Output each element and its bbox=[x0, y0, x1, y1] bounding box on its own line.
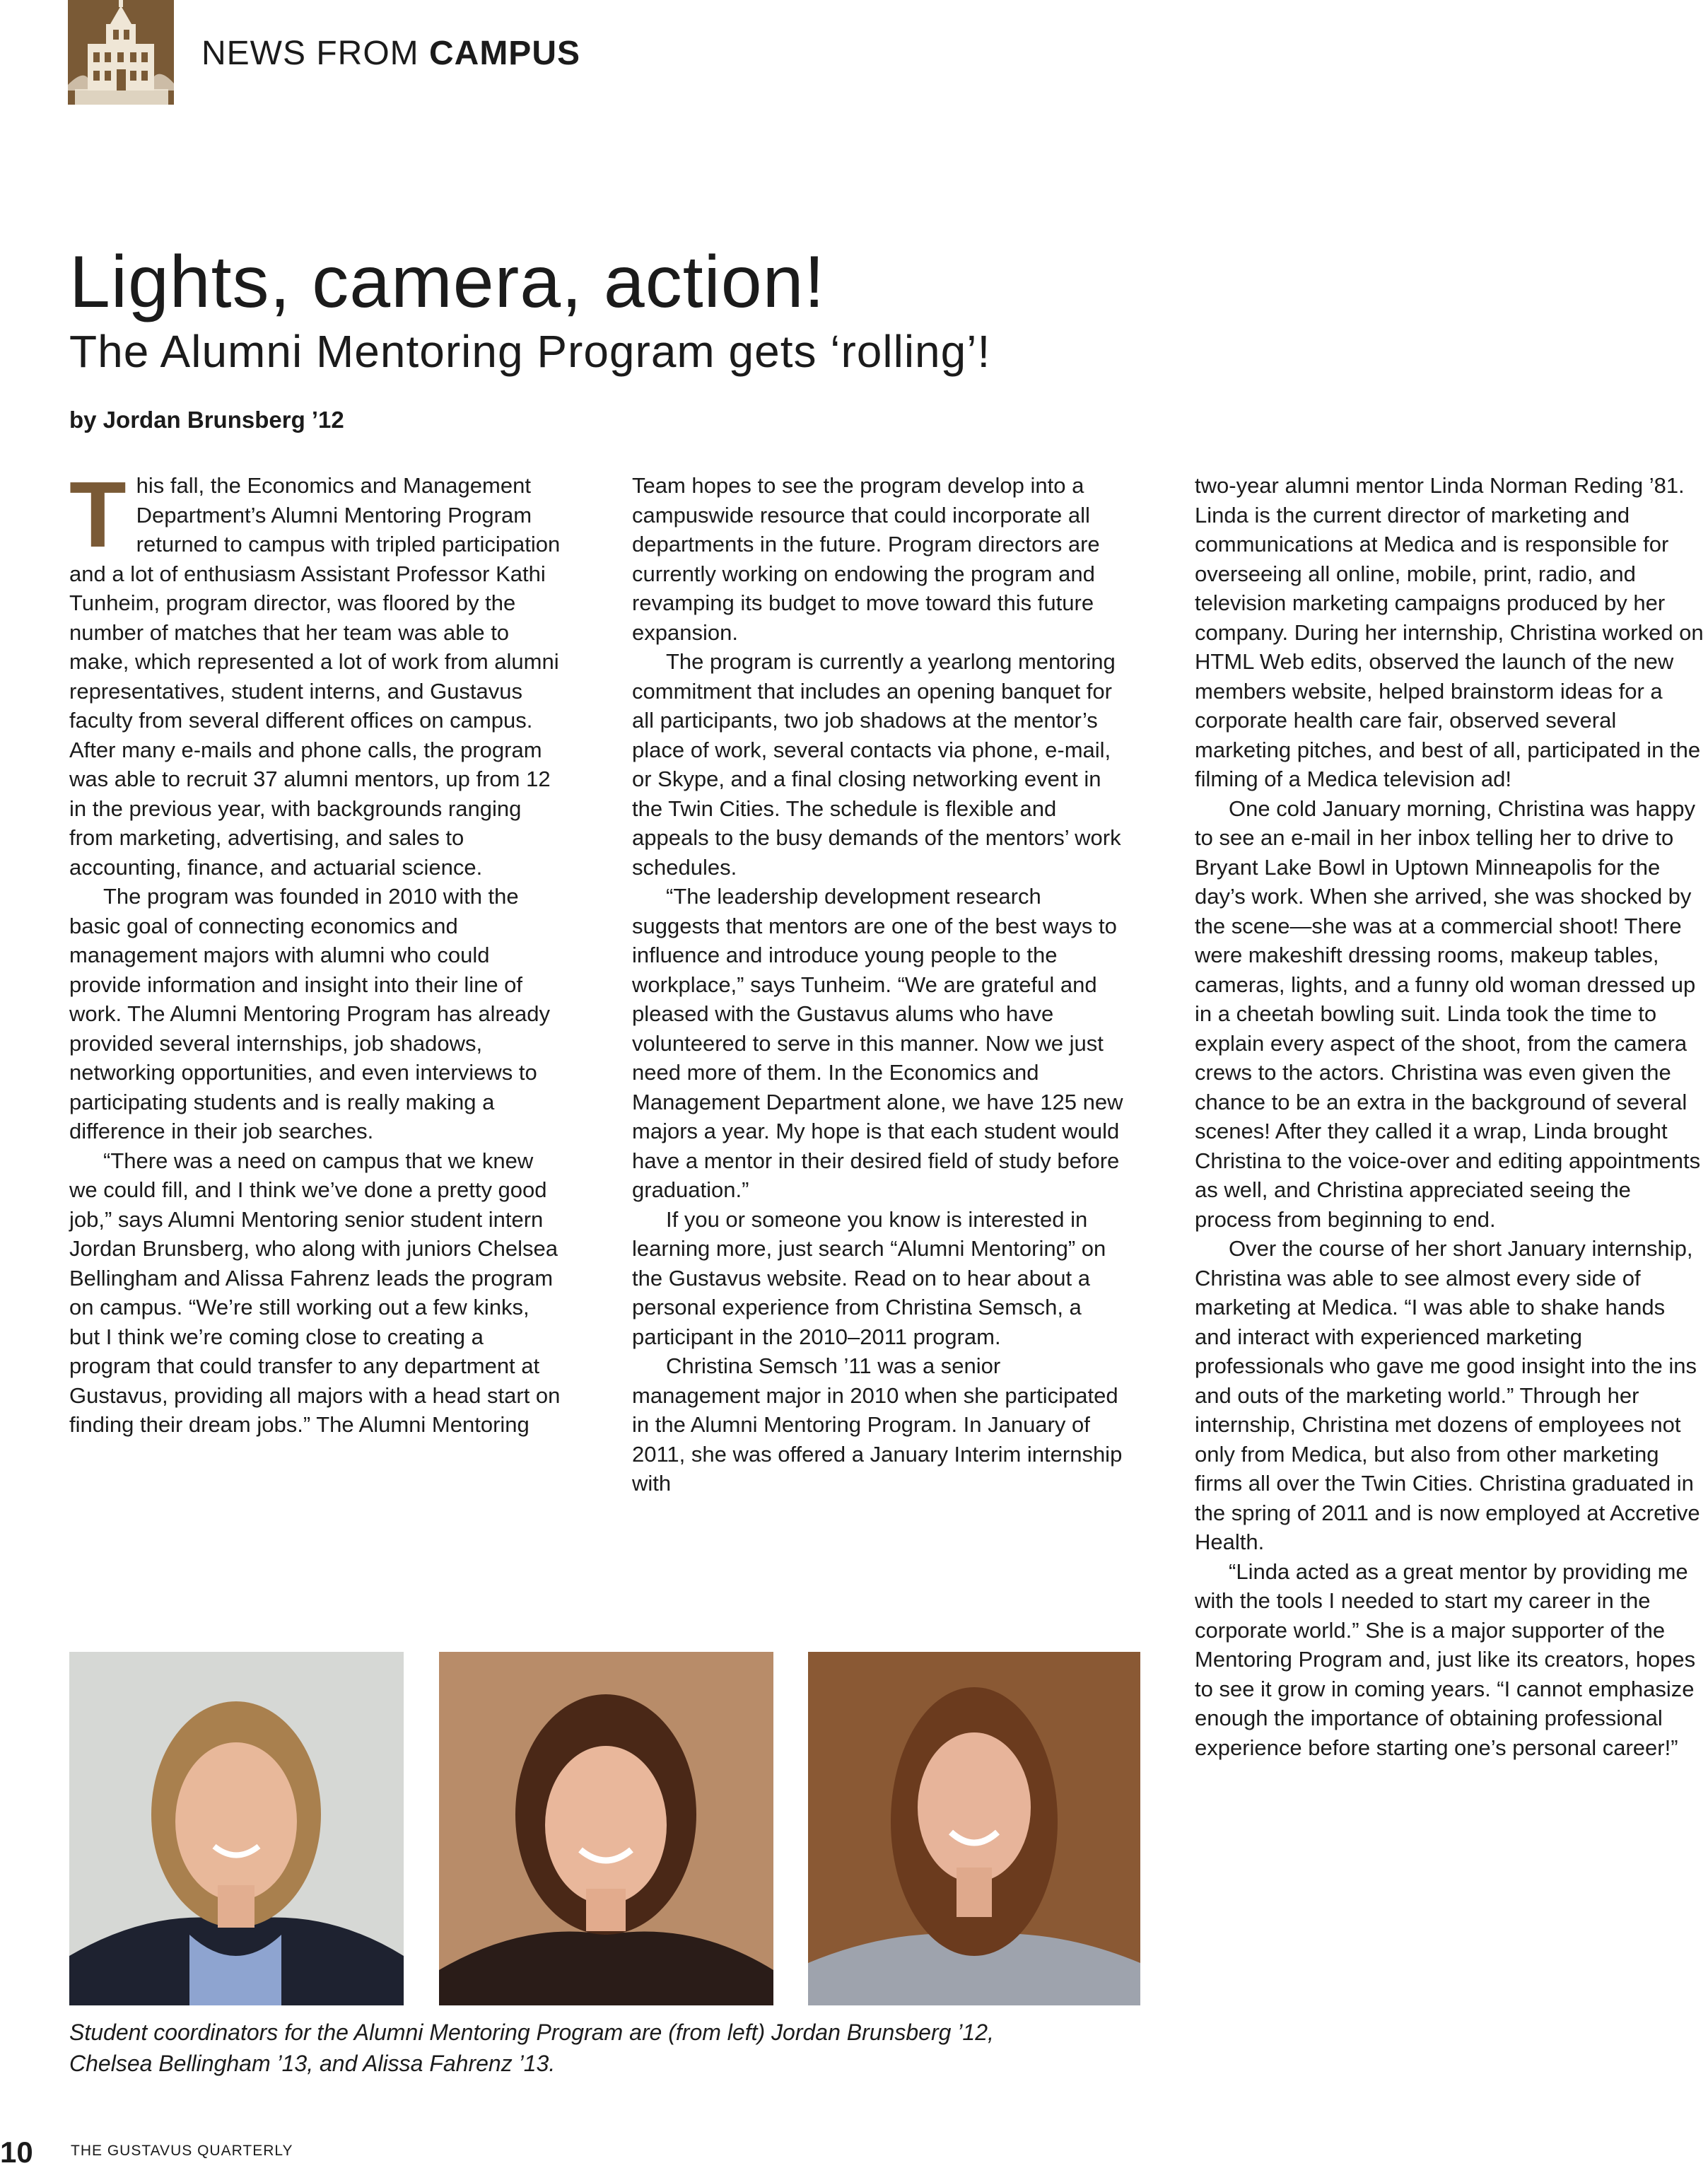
portrait-photo-jordan bbox=[69, 1652, 404, 2005]
paragraph: “There was a need on campus that we knew we could fill, and I think we’ve done a pretty good job,” says Alumni Mentoring senior student intern Jordan Brunsberg, who along with juniors Chelsea Bellingham and Alissa Fahrenz leads the program on campus. “We’re still working out a few kinks, but I think we’re coming close to creating a program that could transfer to any department at Gustavus, providing all majors with a head start on finding their dream jobs.” The Alumni Mentoring bbox=[69, 1148, 561, 1437]
portrait-image bbox=[439, 1652, 773, 2005]
paragraph-text: his fall, the Economics and Management Department’s Alumni Mentoring Program returned to campus with tripled participation and a lot of enthusiasm Assistant Professor Kathi Tunheim, program director, was floored by the number of matches that her team was able to make, which represented a lot of work from alumni representatives, student interns, and Gustavus faculty from several different offices on campus. After many e-mails and phone calls, the program was able to recruit 37 alumni mentors, up from 12 in the previous year, with backgrounds ranging from marketing, advertising, and sales to accounting, finance, and actuarial science. bbox=[69, 473, 561, 880]
paragraph: One cold January morning, Christina was happy to see an e-mail in her inbox telling her to drive to Bryant Lake Bowl in Uptown Minneapolis for the day’s work. When she arrived, she was shocked by the scene—she was at a commercial shoot! There were makeshift dressing rooms, makeup tables, cameras, lights, and a funny old woman dressed up in a cheetah bowling suit. Linda took the time to explain every aspect of the shoot, from the camera crews to the actors. Christina was even given the chance to be an extra in the background of several scenes! After they called it a wrap, Linda brought Christina to the voice-over and editing appointments as well, and Christina appreciated seeing the process from beginning to end. bbox=[1195, 796, 1701, 1232]
section-label-emphasis: CAMPUS bbox=[428, 35, 580, 72]
article-column-2 bbox=[632, 471, 1127, 1498]
article-subtitle: The Alumni Mentoring Program gets ‘rolling’! bbox=[69, 326, 991, 377]
caption-line: Chelsea Bellingham ’13, and Alissa Fahrenz ’13. bbox=[69, 2051, 556, 2076]
portrait-photo-chelsea bbox=[439, 1652, 773, 2005]
portrait-photo-alissa bbox=[808, 1652, 1140, 2005]
article-title: Lights, camera, action! bbox=[69, 241, 826, 323]
caption-line: Student coordinators for the Alumni Mentoring Program are (from left) Jordan Brunsberg ’12, bbox=[69, 2020, 994, 2045]
paragraph: Team hopes to see the program develop into a campuswide resource that could incorporate all departments in the future. Program directors are currently working on endowing the program and revamping its budget to move toward this future expansion. bbox=[632, 473, 1100, 645]
article-byline: by Jordan Brunsberg ’12 bbox=[69, 407, 344, 433]
paragraph: two-year alumni mentor Linda Norman Reding ’81. Linda is the current director of marketing and communications at Medica and is responsible for overseeing all online, mobile, print, radio, and television marketing campaigns produced by her company. During her internship, Christina worked on HTML Web edits, observed the launch of the new members website, helped brainstorm ideas for a corporate health care fair, observed several marketing pitches, and best of all, participated in the filming of a Medica television ad! bbox=[1195, 473, 1704, 791]
section-label bbox=[201, 34, 580, 73]
paragraph: If you or someone you know is interested in learning more, just search “Alumni Mentoring” on the Gustavus website. Read on to hear about a personal experience from Christina Semsch, a participant in the 2010–2011 program. bbox=[632, 1206, 1106, 1349]
paragraph: “Linda acted as a great mentor by providing me with the tools I needed to start my career in the corporate world.” She is a major supporter of the Mentoring Program and, just like its creators, hopes to see it grow in coming years. “I cannot emphasize enough the importance of obtaining professional experience before starting one’s personal career!” bbox=[1195, 1559, 1696, 1760]
paragraph: “The leadership development research suggests that mentors are one of the best ways to influence and introduce young people to the workplace,” says Tunheim. “We are grateful and pleased with the Gustavus alums who have volunteered to serve in this manner. Now we just need more of them. In the Economics and Management Department alone, we have 125 new majors a year. My hope is that each student would have a mentor in their desired field of study before graduation.” bbox=[632, 884, 1123, 1202]
paragraph: Christina Semsch ’11 was a senior management major in 2010 when she participated in the Alumni Mentoring Program. In January of 2011, she was offered a January Interim internship with bbox=[632, 1353, 1123, 1496]
article-column-1 bbox=[69, 462, 564, 1440]
paragraph bbox=[69, 462, 564, 882]
campus-building-logo bbox=[68, 0, 174, 105]
section-label-prefix: NEWS FROM bbox=[201, 35, 429, 72]
portrait-image bbox=[69, 1652, 404, 2005]
building-icon bbox=[68, 0, 174, 105]
drop-cap: T bbox=[69, 462, 127, 566]
paragraph: The program is currently a yearlong mentoring commitment that includes an opening banquet for all participants, two job shadows at the mentor’s place of work, several contacts via phone, e-mail, or Skype, and a final closing networking event in the Twin Cities. The schedule is flexible and appeals to the busy demands of the mentors’ work schedules. bbox=[632, 649, 1121, 880]
photo-caption bbox=[69, 2017, 1172, 2079]
publication-name: THE GUSTAVUS QUARTERLY bbox=[71, 2143, 293, 2159]
paragraph: The program was founded in 2010 with the basic goal of connecting economics and management majors with alumni who could provide information and insight into their line of work. The Alumni Mentoring Program has already provided several internships, job shadows, networking opportunities, and even interviews to participating students and is really making a difference in their job searches. bbox=[69, 884, 551, 1143]
page-number: 10 bbox=[0, 2136, 33, 2169]
article-column-3 bbox=[1195, 471, 1704, 1762]
paragraph: Over the course of her short January internship, Christina was able to see almost every side of marketing at Medica. “I was able to shake hands and interact with experienced marketing professionals who gave me good insight into the ins and outs of the marketing world.” Through her internship, Christina met dozens of employees not only from Medica, but also from other marketing firms all over the Twin Cities. Christina graduated in the spring of 2011 and is now employed at Accretive Health. bbox=[1195, 1236, 1700, 1554]
portrait-image bbox=[808, 1652, 1140, 2005]
